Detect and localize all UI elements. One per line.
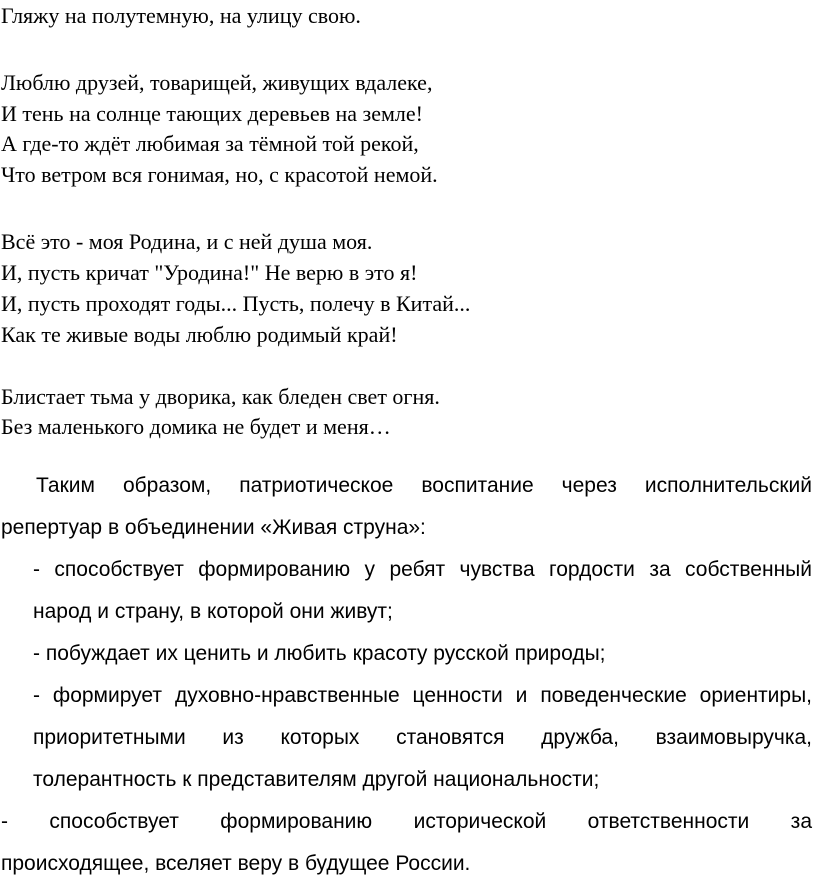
poem-line: Люблю друзей, товарищей, живущих вдалеке,	[1, 70, 433, 95]
poem-line: И тень на солнце тающих деревьев на земле!	[1, 101, 423, 126]
bullet-item-line: народ и страну, в которой они живут;	[33, 600, 393, 623]
poem-line: Без маленького домика не будет и меня…	[1, 414, 391, 439]
poem-line: А где-то ждёт любимая за тёмной той рекой,	[1, 131, 419, 156]
poem-line: И, пусть проходят годы... Пусть, полечу в Китай...	[1, 291, 471, 316]
conclusion-intro-line: репертуар в объединении «Живая струна»:	[1, 516, 426, 539]
bullet-item-line: приоритетными из которых становятся дружба, взаимовыручка,	[33, 726, 812, 749]
conclusion-intro-line: Таким образом, патриотическое воспитание через исполнительский	[36, 474, 812, 497]
poem-line: И, пусть кричат "Уродина!" Не верю в это я!	[1, 260, 418, 285]
bullet-item-line: - способствует формированию исторической ответственности за	[1, 810, 812, 833]
bullet-item-line: происходящее, вселяет веру в будущее России.	[1, 852, 471, 875]
bullet-item-line: - способствует формированию у ребят чувства гордости за собственный	[33, 558, 812, 581]
bullet-item-line: толерантность к представителям другой национальности;	[33, 768, 600, 791]
poem-line: Что ветром вся гонимая, но, с красотой немой.	[1, 162, 438, 187]
bullet-item-line: - побуждает их ценить и любить красоту русской природы;	[33, 642, 606, 665]
poem-line: Гляжу на полутемную, на улицу свою.	[1, 3, 361, 28]
poem-line: Всё это - моя Родина, и с ней душа моя.	[1, 229, 373, 254]
bullet-item-line: - формирует духовно-нравственные ценности и поведенческие ориентиры,	[33, 684, 812, 707]
poem-line: Как те живые воды люблю родимый край!	[1, 322, 398, 347]
poem-line: Блистает тьма у дворика, как бледен свет огня.	[1, 384, 440, 409]
